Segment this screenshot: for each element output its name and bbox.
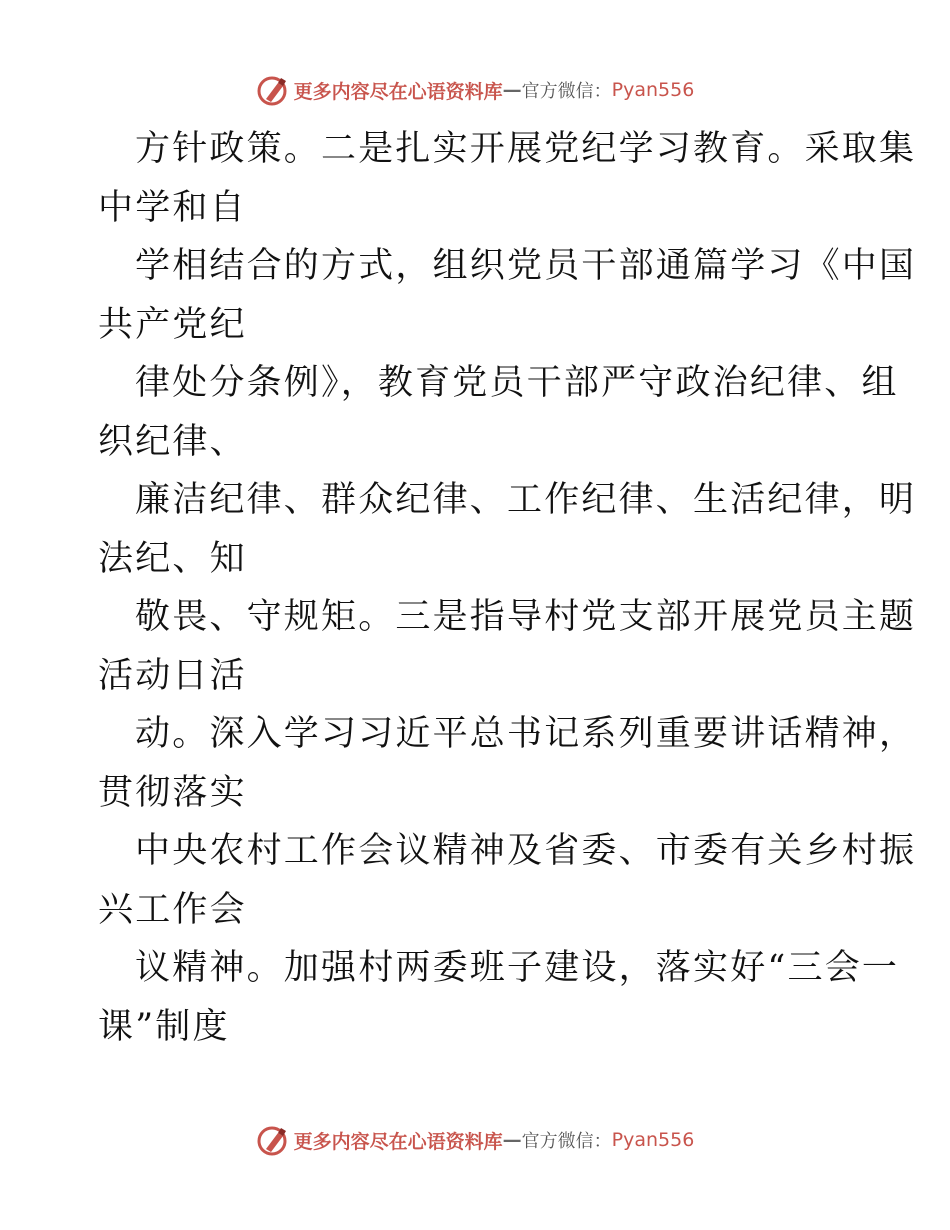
watermark-footer [0, 1120, 950, 1160]
watermark-dash: — [502, 79, 522, 101]
pen-logo-icon [256, 1123, 290, 1157]
document-body [98, 120, 917, 1056]
body-line: 课”制度 [98, 1006, 230, 1047]
body-line: 活动日活 [98, 655, 247, 696]
body-line: 学相结合的方式，组织党员干部通篇学习《中国 [135, 246, 917, 286]
body-line: 贯彻落实 [98, 772, 247, 813]
watermark-wechat-id: Pyan556 [611, 1129, 695, 1151]
body-line: 敬畏、守规矩。三是指导村党支部开展党员主题 [135, 597, 917, 637]
watermark-brand-text: 更多内容尽在心语资料库 [293, 1130, 503, 1153]
watermark-official-label: 官方微信： [521, 1131, 612, 1152]
body-line: 兴工作会 [98, 889, 247, 930]
watermark-dash: — [502, 1129, 522, 1151]
body-line: 议精神。加强村两委班子建设，落实好“三会一 [135, 948, 900, 988]
body-line: 廉洁纪律、群众纪律、工作纪律、生活纪律，明 [135, 480, 917, 520]
body-line: 中学和自 [98, 187, 247, 228]
body-line: 中央农村工作会议精神及省委、市委有关乡村振 [135, 831, 917, 871]
body-line: 法纪、知 [98, 538, 247, 579]
body-line: 动。深入学习习近平总书记系列重要讲话精神， [135, 714, 917, 754]
watermark-brand-text: 更多内容尽在心语资料库 [293, 80, 503, 103]
body-line: 织纪律、 [98, 421, 247, 462]
body-line: 共产党纪 [98, 304, 247, 345]
pen-logo-icon [256, 73, 290, 107]
watermark-wechat-id: Pyan556 [611, 79, 695, 101]
watermark-header [0, 70, 950, 110]
body-line: 方针政策。二是扎实开展党纪学习教育。采取集 [135, 129, 917, 169]
watermark-official-label: 官方微信： [521, 81, 612, 102]
body-line: 律处分条例》，教育党员干部严守政治纪律、组 [135, 363, 899, 403]
